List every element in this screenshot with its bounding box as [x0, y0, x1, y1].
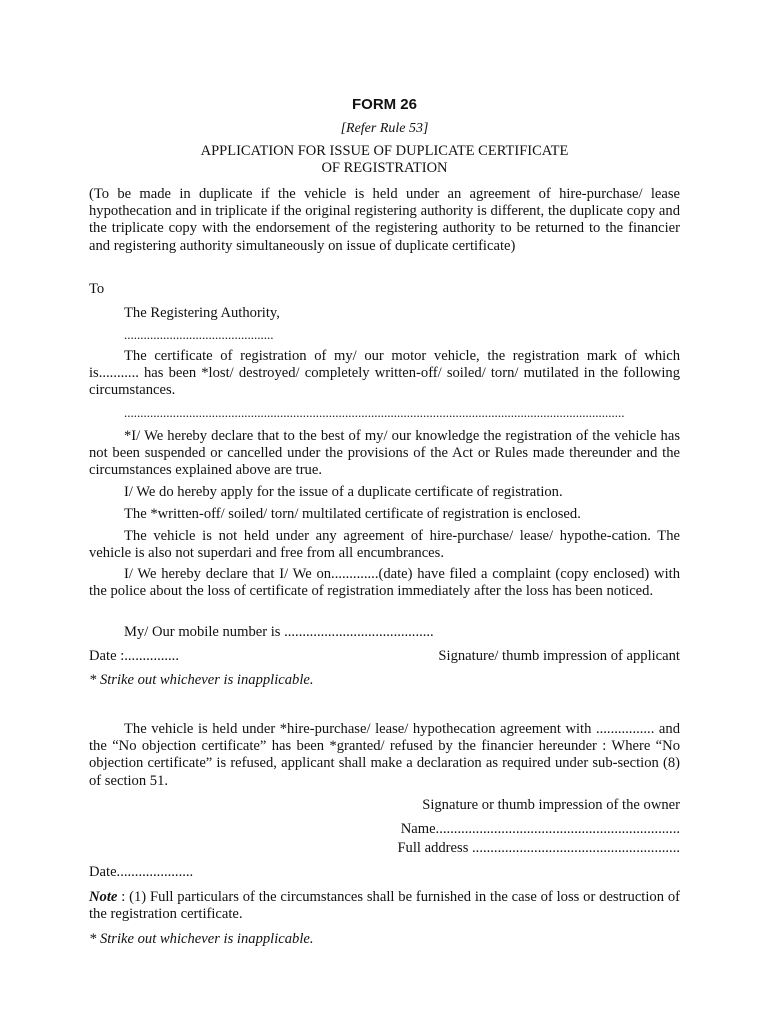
intro-paragraph: (To be made in duplicate if the vehicle is held under an agreement of hire-purchase/ lease hypothecation and in triplicate if the original registering authority is different, the duplicate copy and the triplicate copy with the endorsement of the registering authority to be returned to the financier and registering authority simultaneously on issue of duplicate certificate) [89, 186, 680, 254]
enclosed-paragraph: The *written-off/ soiled/ torn/ multilated certificate of registration is enclosed. [124, 506, 581, 522]
financier-paragraph: The vehicle is held under *hire-purchase/ lease/ hypothecation agreement with ................ and the “No objection certificate” has been *granted/ refused by the financier hereunder : Where “No objection certificate” is refused, applicant shall make a declaration as required under sub-section (8) of section 51. [89, 721, 680, 789]
addressee-dots: .............................................. [124, 327, 274, 342]
date-field: Date :............... [89, 648, 179, 664]
note-paragraph [89, 889, 680, 923]
not-held-paragraph: The vehicle is not held under any agreement of hire-purchase/ lease/ hypothe-cation. The vehicle is also not superdari and free from all encumbrances. [89, 528, 680, 562]
form-title [89, 143, 680, 177]
circumstances-dots: .......................................................................................................................................................... [124, 405, 625, 420]
apply-paragraph: I/ We do hereby apply for the issue of a duplicate certificate of registration. [124, 484, 563, 500]
note-text: : (1) Full particulars of the circumstances shall be furnished in the case of loss or destruction of the registration certificate. [89, 889, 680, 923]
title-line-2: OF REGISTRATION [321, 160, 448, 176]
strike-out-note-2: * Strike out whichever is inapplicable. [89, 931, 314, 947]
certificate-paragraph: The certificate of registration of my/ our motor vehicle, the registration mark of which is........... has been *lost/ destroyed/ completely written-off/ soiled/ torn/ mutilated in the following circumstances. [89, 348, 680, 399]
date-line: Date..................... [89, 864, 194, 880]
owner-signature: Signature or thumb impression of the owner [422, 797, 680, 813]
form-number: FORM 26 [351, 96, 417, 113]
note-label: Note [89, 889, 118, 905]
mobile-number-line: My/ Our mobile number is ......................................... [124, 624, 434, 640]
refer-rule: [Refer Rule 53] [340, 121, 429, 136]
addressee: The Registering Authority, [124, 305, 280, 321]
applicant-signature: Signature/ thumb impression of applicant [438, 648, 680, 664]
strike-out-note: * Strike out whichever is inapplicable. [89, 672, 314, 688]
declaration-paragraph: *I/ We hereby declare that to the best of my/ our knowledge the registration of the vehicle has not been suspended or cancelled under the provisions of the Act or Rules made thereunder and the circumstances explained above are true. [89, 428, 680, 479]
title-line-1: APPLICATION FOR ISSUE OF DUPLICATE CERTIFICATE [200, 143, 569, 159]
to-label: To [89, 281, 105, 297]
complaint-paragraph: I/ We hereby declare that I/ We on.............(date) have filed a complaint (copy enclosed) with the police about the loss of certificate of registration immediately after the loss has been noticed. [89, 566, 680, 600]
address-line: Full address ......................................................... [397, 840, 680, 856]
name-line: Name................................................................... [400, 821, 680, 837]
